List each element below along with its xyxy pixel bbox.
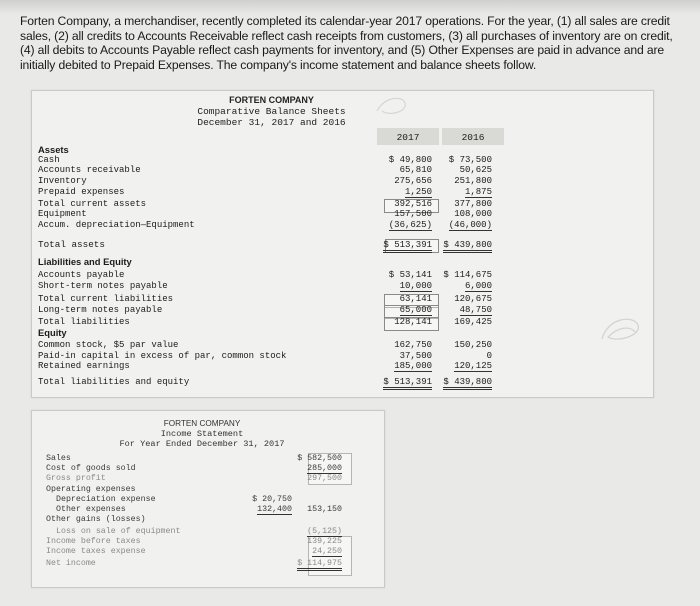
is-row-depreciation-expense: Depreciation expense $ 20,750 — [56, 495, 292, 504]
is-row-income-before-taxes: Income before taxes 139,225 — [46, 537, 342, 546]
bs-row-short-term-notes: Short-term notes payable 10,000 6,000 — [38, 281, 492, 291]
col-2016-header: 2016 — [461, 132, 485, 143]
bs-row-assets-heading: Assets — [38, 144, 69, 155]
is-row-income-taxes: Income taxes expense 24,250 — [46, 547, 342, 556]
bs-row-prepaid-expenses: Prepaid expenses 1,250 1,875 — [38, 187, 492, 197]
bs-row-paid-in-capital: Paid-in capital in excess of par, common stock 37,500 0 — [38, 351, 492, 361]
bs-row-retained-earnings: Retained earnings 185,000 120,125 — [38, 361, 492, 371]
bs-row-equity-heading: Equity — [38, 327, 67, 338]
is-row-gross-profit: Gross profit 297,500 — [46, 474, 342, 483]
bs-statement-title: Comparative Balance Sheets — [197, 106, 346, 117]
is-row-sales: Sales $ 582,500 — [46, 454, 342, 463]
pencil-scribble-icon — [598, 313, 644, 347]
bs-row-common-stock: Common stock, $5 par value 162,750 150,250 — [38, 340, 492, 350]
is-row-operating-expenses: Operating expenses — [46, 485, 136, 494]
is-statement-title: Income Statement — [160, 429, 244, 439]
bs-row-liabilities-equity-heading: Liabilities and Equity — [38, 256, 132, 267]
bs-row-accum-depreciation: Accum. depreciation—Equipment (36,625) (46,000) — [38, 220, 492, 230]
income-statement-panel — [31, 410, 385, 588]
is-row-loss-on-sale: Loss on sale of equipment (5,125) — [56, 527, 342, 536]
is-company-name: FORTEN COMPANY — [163, 419, 241, 428]
bs-row-total-liabilities: Total liabilities 128,141 169,425 — [38, 317, 492, 327]
bs-row-accounts-receivable: Accounts receivable 65,810 50,625 — [38, 165, 492, 175]
bs-row-total-current-liabilities: Total current liabilities 63,141 120,675 — [38, 294, 492, 304]
is-statement-period: For Year Ended December 31, 2017 — [119, 439, 285, 449]
top-cropped-strip — [0, 0, 700, 14]
bs-row-long-term-notes: Long-term notes payable 65,000 48,750 — [38, 305, 492, 315]
income-statement-heading — [72, 419, 332, 449]
bs-company-name: FORTEN COMPANY — [229, 95, 314, 105]
bs-row-cash: Cash $ 49,800 $ 73,500 — [38, 155, 492, 165]
bs-row-accounts-payable: Accounts payable $ 53,141 $ 114,675 — [38, 270, 492, 280]
bs-row-equipment: Equipment 157,500 108,000 — [38, 209, 492, 219]
pencil-scribble-icon — [372, 93, 412, 119]
is-row-net-income: Net income $ 114,975 — [32, 559, 384, 568]
problem-intro-text: Forten Company, a merchandiser, recently completed its calendar-year 2017 operations. For the year, (1) all sales are credit sales, (2) all credits to Accounts Receivable reflect cash receipts from customers, (3) all purchases of inventory are on credit, (4) all debits to Accounts Payable reflect cash payments for inventory, and (5) Other Expenses are paid in advance and are initially debited to Prepaid Expenses. The company's income statement and balance sheets follow. — [20, 14, 673, 72]
is-row-other-expenses: Other expenses 132,400 153,150 — [56, 505, 342, 514]
balance-sheet-panel — [31, 90, 654, 398]
bs-row-inventory: Inventory 275,656 251,800 — [38, 176, 492, 186]
col-2017-header: 2017 — [396, 132, 420, 143]
bs-statement-date: December 31, 2017 and 2016 — [197, 117, 346, 128]
balance-sheet-heading — [194, 95, 349, 128]
bs-row-total-assets: Total assets $ 513,391 $ 439,800 — [32, 240, 653, 250]
is-row-other-gains: Other gains (losses) — [46, 515, 146, 524]
bs-row-total-current-assets: Total current assets 392,516 377,800 — [38, 199, 492, 209]
is-row-cost-of-goods-sold: Cost of goods sold 285,000 — [46, 464, 342, 473]
bs-row-total-liabilities-equity: Total liabilities and equity $ 513,391 $ 439,800 — [32, 377, 653, 387]
